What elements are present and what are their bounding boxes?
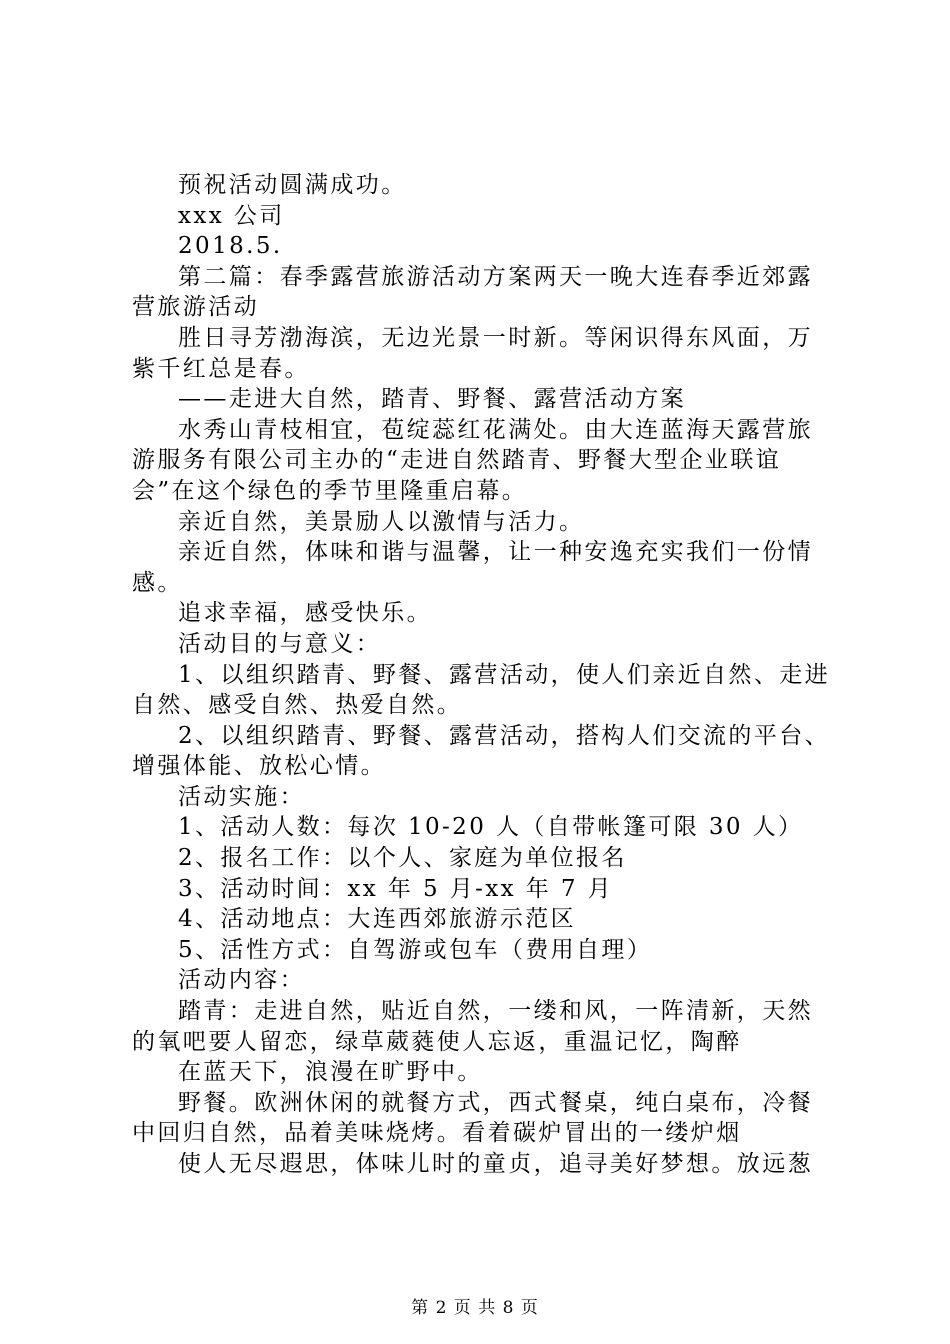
text-line: 紫千红总是春。 xyxy=(132,355,310,382)
text-line: 亲近自然，美景励人以激情与活力。 xyxy=(178,508,585,535)
text-line: 活动实施： xyxy=(178,783,305,810)
text-line: 游服务有限公司主办的“走进自然踏青、野餐大型企业联谊 xyxy=(132,447,782,474)
text-line: 预祝活动圆满成功。 xyxy=(178,172,407,198)
text-line: 2、以组织踏青、野餐、露营活动，搭构人们交流的平台、 xyxy=(178,722,831,749)
text-line: 使人无尽遐思，体味儿时的童贞，追寻美好梦想。放远葱 xyxy=(178,1151,813,1177)
text-line: 亲近自然，体味和谐与温馨，让一种安逸充实我们一份情 xyxy=(178,539,813,566)
page-footer: 第 2 页 共 8 页 xyxy=(411,1298,539,1318)
text-line: 胜日寻芳渤海滨，无边光景一时新。等闲识得东风面，万 xyxy=(178,324,813,351)
text-line: 感。 xyxy=(132,569,183,596)
text-line: 1、以组织踏青、野餐、露营活动，使人们亲近自然、走进 xyxy=(178,661,831,688)
text-line: 水秀山青枝相宜，苞绽蕊红花满处。由大连蓝海天露营旅 xyxy=(178,416,813,443)
text-line: 中回归自然，品着美味烧烤。看着碳炉冒出的一缕炉烟 xyxy=(132,1120,742,1147)
text-line: xxx 公司 xyxy=(178,202,285,229)
text-line: 3、活动时间：xx 年 5 月-xx 年 7 月 xyxy=(178,875,614,902)
text-line: 第二篇：春季露营旅游活动方案两天一晚大连春季近郊露 xyxy=(178,263,813,290)
text-line: ——走进大自然，踏青、野餐、露营活动方案 xyxy=(178,386,686,413)
text-line: 的氧吧要人留恋，绿草葳蕤使人忘返，重温记忆，陶醉 xyxy=(132,1028,742,1055)
text-line: 自然、感受自然、热爱自然。 xyxy=(132,692,463,719)
text-line: 追求幸福，感受快乐。 xyxy=(178,600,432,627)
text-line: 活动目的与意义： xyxy=(178,630,382,657)
document-body xyxy=(132,170,834,1180)
text-line: 踏青：走进自然，贴近自然，一缕和风，一阵清新，天然 xyxy=(178,998,813,1025)
text-line: 在蓝天下，浪漫在旷野中。 xyxy=(178,1059,483,1086)
text-line: 4、活动地点：大连西郊旅游示范区 xyxy=(178,906,577,933)
text-line: 营旅游活动 xyxy=(132,294,259,321)
text-line: 增强体能、放松心情。 xyxy=(132,753,386,780)
text-line: 2、报名工作：以个人、家庭为单位报名 xyxy=(178,845,627,872)
text-line: 野餐。欧洲休闲的就餐方式，西式餐桌，纯白桌布，冷餐 xyxy=(178,1089,813,1116)
text-line: 活动内容： xyxy=(178,967,305,994)
text-line: 会”在这个绿色的季节里隆重启幕。 xyxy=(132,477,528,504)
text-line: 1、活动人数：每次 10-20 人（自带帐篷可限 30 人） xyxy=(178,814,804,841)
text-line: 2018.5. xyxy=(178,233,283,260)
text-line: 5、活性方式：自驾游或包车（费用自理） xyxy=(178,936,653,963)
